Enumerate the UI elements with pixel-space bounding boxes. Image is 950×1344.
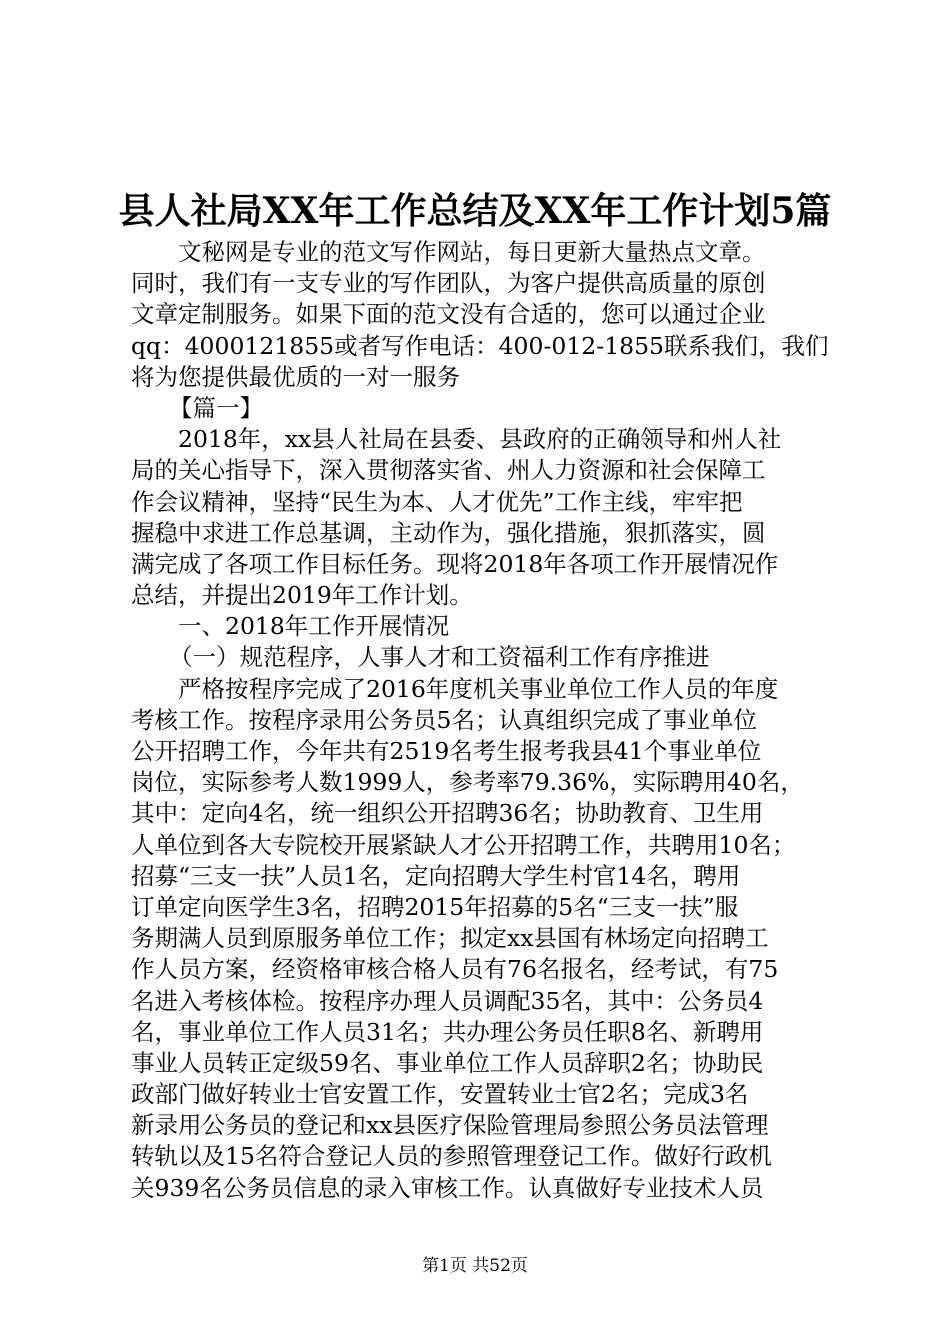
paragraph-line: 新录用公务员的登记和xx县医疗保险管理局参照公务员法管理 [131,1111,769,1140]
document-body [131,237,831,1204]
paragraph-line: 严格按程序完成了2016年度机关事业单位工作人员的年度 [178,674,779,703]
paragraph-line: 考核工作。按程序录用公务员5名；认真组织完成了事业单位 [131,705,757,734]
page-number-footer: 第1页 共52页 [422,1256,528,1276]
paragraph-line: 政部门做好转业士官安置工作，安置转业士官2名；完成3名 [131,1080,749,1109]
subsection-heading: （一）规范程序，人事人才和工资福利工作有序推进 [169,643,710,672]
paragraph-line: 关939名公务员信息的录入审核工作。认真做好专业技术人员 [131,1173,764,1202]
paragraph-line: 作人员方案，经资格审核合格人员有76名报名，经考试，有75 [131,955,779,984]
paragraph-line: 岗位，实际参考人数1999人，参考率79.36%，实际聘用40名， [131,768,804,797]
paragraph-line: 满完成了各项工作目标任务。现将2018年各项工作开展情况作 [131,549,779,578]
paragraph-line: 事业人员转正定级59名、事业单位工作人员辞职2名；协助民 [131,1048,764,1077]
paragraph-line: qq：4000121855或者写作电话：400-012-1855联系我们，我们 [131,331,829,360]
paragraph-line: 公开招聘工作，今年共有2519名考生报考我县41个事业单位 [131,737,762,765]
paragraph-line: 作会议精神，坚持“民生为本、人才优先”工作主线，牢牢把 [131,487,743,516]
paragraph-line: 2018年，xx县人社局在县委、县政府的正确领导和州人社 [178,425,782,454]
document-title: 县人社局XX年工作总结及XX年工作计划5篇 [118,190,832,232]
subsection-heading: 一、2018年工作开展情况 [178,612,450,641]
paragraph-line: 握稳中求进工作总基调，主动作为，强化措施，狠抓落实，圆 [131,518,766,547]
paragraph-line: 名进入考核体检。按程序办理人员调配35名，其中：公务员4 [131,986,764,1015]
paragraph-line: 人单位到各大专院校开展紧缺人才公开招聘工作，共聘用10名； [131,830,796,859]
paragraph-line: 转轨以及15名符合登记人员的参照管理登记工作。做好行政机 [131,1142,772,1171]
paragraph-line: 其中：定向4名，统一组织公开招聘36名；协助教育、卫生用 [131,799,764,828]
paragraph-line: 订单定向医学生3名，招聘2015年招募的5名“三支一扶”服 [131,892,739,921]
paragraph-line: 文章定制服务。如果下面的范文没有合适的，您可以通过企业 [131,300,766,329]
section-heading: 【篇一】 [169,393,263,422]
paragraph-line: 名，事业单位工作人员31名；共办理公务员任职8名、新聘用 [131,1017,764,1046]
paragraph-line: 局的关心指导下，深入贯彻落实省、州人力资源和社会保障工 [131,456,766,485]
paragraph-line: 招募“三支一扶”人员1名，定向招聘大学生村官14名，聘用 [131,861,741,890]
paragraph-line: 总结，并提出2019年工作计划。 [131,581,473,610]
paragraph-line: 将为您提供最优质的一对一服务 [131,362,460,391]
paragraph-line: 同时，我们有一支专业的写作团队，为客户提供高质量的原创 [131,269,766,298]
paragraph-line: 文秘网是专业的范文写作网站，每日更新大量热点文章。 [178,238,766,266]
paragraph-line: 务期满人员到原服务单位工作；拟定xx县国有林场定向招聘工 [131,924,769,953]
